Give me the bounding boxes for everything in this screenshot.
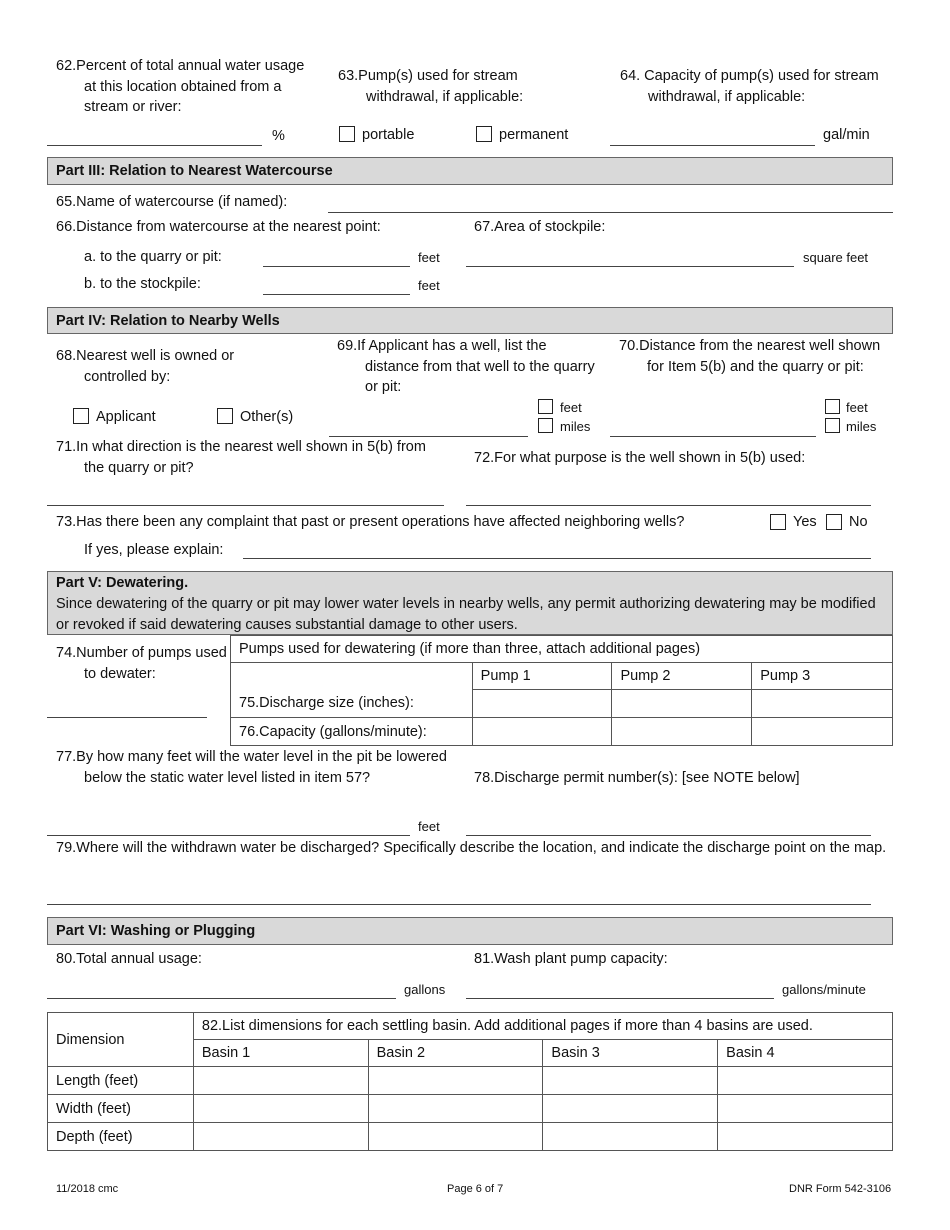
q75-pump3-input[interactable] — [752, 690, 893, 718]
q69-miles-label: miles — [560, 419, 591, 434]
length-basin4-input[interactable] — [718, 1067, 893, 1095]
part3-header: Part III: Relation to Nearest Watercourse — [47, 157, 893, 185]
width-basin1-input[interactable] — [193, 1095, 368, 1123]
basin-header-2: Basin 2 — [368, 1040, 543, 1067]
q71-label: 71.In what direction is the nearest well shown in 5(b) from the quarry or pit? — [56, 439, 426, 476]
q76-label: 76.Capacity (gallons/minute): — [231, 718, 473, 746]
q63-permanent-checkbox[interactable] — [476, 126, 492, 142]
q66a-input[interactable] — [263, 266, 410, 267]
q67-input[interactable] — [466, 266, 794, 267]
q70-distance-input[interactable] — [610, 436, 816, 437]
q80-unit: gallons — [404, 982, 446, 997]
basin-dimension-header: Dimension — [48, 1013, 194, 1067]
q63-portable-label: portable — [362, 127, 415, 143]
q63-label: 63.Pump(s) used for stream withdrawal, if applicable: — [338, 68, 524, 105]
q69-label: 69.If Applicant has a well, list the distance from that well to the quarry or pit: — [337, 338, 595, 395]
basin-table — [47, 1012, 893, 1151]
part6-header: Part VI: Washing or Plugging — [47, 917, 893, 945]
footer-form-number: DNR Form 542-3106 — [789, 1183, 892, 1195]
q68-others-label: Other(s) — [240, 409, 294, 425]
depth-row-label: Depth (feet) — [48, 1123, 194, 1151]
part5-title: Part V: Dewatering. — [56, 575, 189, 591]
q80-usage-input[interactable] — [47, 998, 396, 999]
depth-basin1-input[interactable] — [193, 1123, 368, 1151]
q66b-unit: feet — [418, 278, 440, 293]
q73-no-checkbox[interactable] — [826, 514, 842, 530]
pump-header-2: Pump 2 — [612, 663, 752, 690]
q78-permit-input[interactable] — [466, 835, 871, 836]
pump-header-3: Pump 3 — [752, 663, 893, 690]
q69-feet-label: feet — [560, 400, 582, 415]
q70-feet-label: feet — [846, 400, 868, 415]
q77-feet-input[interactable] — [47, 835, 410, 836]
part4-header: Part IV: Relation to Nearby Wells — [47, 307, 893, 334]
width-basin2-input[interactable] — [368, 1095, 543, 1123]
part5-text: Since dewatering of the quarry or pit may lower water levels in nearby wells, any permit authorizing dewatering may be modified or revoked if said dewatering causes substantial damage to other users. — [56, 596, 876, 633]
q76-pump3-input[interactable] — [752, 718, 893, 746]
q73-label: 73.Has there been any complaint that past or present operations have affected neighboring wells? — [56, 514, 685, 530]
q81-label: 81.Wash plant pump capacity: — [474, 951, 668, 967]
q69-feet-checkbox[interactable] — [538, 399, 553, 414]
q67-unit: square feet — [803, 250, 869, 265]
q63-portable-checkbox[interactable] — [339, 126, 355, 142]
q65-watercourse-input[interactable] — [328, 212, 893, 213]
q66b-input[interactable] — [263, 294, 410, 295]
length-row-label: Length (feet) — [48, 1067, 194, 1095]
q75-pump1-input[interactable] — [472, 690, 612, 718]
q78-label: 78.Discharge permit number(s): [see NOTE below] — [474, 770, 800, 786]
q68-applicant-checkbox[interactable] — [73, 408, 89, 424]
pump-header-1: Pump 1 — [472, 663, 612, 690]
q76-pump1-input[interactable] — [472, 718, 612, 746]
q73-yes-label: Yes — [793, 514, 817, 530]
q64-capacity-input[interactable] — [610, 145, 815, 146]
part5-box — [47, 571, 893, 635]
q77-label: 77.By how many feet will the water level in the pit be lowered below the static water level listed in item 57? — [56, 749, 447, 786]
q74-number-input[interactable] — [47, 717, 207, 718]
q71-direction-input[interactable] — [47, 505, 444, 506]
basin-header-1: Basin 1 — [193, 1040, 368, 1067]
q79-label: 79.Where will the withdrawn water be discharged? Specifically describe the location, and indicate the discharge point on the map. — [56, 840, 887, 856]
length-basin1-input[interactable] — [193, 1067, 368, 1095]
q66b-label: b. to the stockpile: — [84, 276, 201, 292]
q80-label: 80.Total annual usage: — [56, 951, 202, 967]
depth-basin2-input[interactable] — [368, 1123, 543, 1151]
width-basin3-input[interactable] — [543, 1095, 718, 1123]
q75-pump2-input[interactable] — [612, 690, 752, 718]
q68-others-checkbox[interactable] — [217, 408, 233, 424]
q72-purpose-input[interactable] — [466, 505, 871, 506]
q73-explain-label: If yes, please explain: — [84, 542, 224, 558]
q81-unit: gallons/minute — [782, 982, 866, 997]
q69-miles-checkbox[interactable] — [538, 418, 553, 433]
q70-miles-label: miles — [846, 419, 877, 434]
q64-label: 64. Capacity of pump(s) used for stream withdrawal, if applicable: — [620, 68, 879, 105]
q82-caption: 82.List dimensions for each settling basin. Add additional pages if more than 4 basins are used. — [193, 1013, 892, 1040]
q67-label: 67.Area of stockpile: — [474, 219, 606, 235]
pump-table-blank-cell — [231, 663, 473, 690]
q81-capacity-input[interactable] — [466, 998, 774, 999]
length-basin2-input[interactable] — [368, 1067, 543, 1095]
basin-header-3: Basin 3 — [543, 1040, 718, 1067]
q65-label: 65.Name of watercourse (if named): — [56, 194, 288, 210]
q62-percent-input[interactable] — [47, 145, 262, 146]
footer-page-number: Page 6 of 7 — [447, 1183, 504, 1195]
q76-pump2-input[interactable] — [612, 718, 752, 746]
q73-explain-input[interactable] — [243, 558, 871, 559]
footer-date: 11/2018 cmc — [56, 1183, 119, 1195]
q70-label: 70.Distance from the nearest well shown for Item 5(b) and the quarry or pit: — [619, 338, 881, 375]
q63-permanent-label: permanent — [499, 127, 569, 143]
width-row-label: Width (feet) — [48, 1095, 194, 1123]
q70-miles-checkbox[interactable] — [825, 418, 840, 433]
pump-table-caption: Pumps used for dewatering (if more than three, attach additional pages) — [231, 636, 893, 663]
q73-no-label: No — [849, 514, 868, 530]
q66-label: 66.Distance from watercourse at the nearest point: — [56, 219, 381, 235]
q75-label: 75.Discharge size (inches): — [231, 690, 473, 718]
q62-percent-unit: % — [272, 128, 285, 144]
depth-basin4-input[interactable] — [718, 1123, 893, 1151]
depth-basin3-input[interactable] — [543, 1123, 718, 1151]
q70-feet-checkbox[interactable] — [825, 399, 840, 414]
q66a-label: a. to the quarry or pit: — [84, 249, 222, 265]
q72-label: 72.For what purpose is the well shown in 5(b) used: — [474, 450, 806, 466]
q74-label: 74.Number of pumps used to dewater: — [56, 645, 227, 682]
pump-table — [230, 635, 893, 746]
q79-location-input[interactable] — [47, 904, 871, 905]
length-basin3-input[interactable] — [543, 1067, 718, 1095]
q64-unit: gal/min — [823, 127, 870, 143]
q66a-unit: feet — [418, 250, 440, 265]
q73-yes-checkbox[interactable] — [770, 514, 786, 530]
q77-unit: feet — [418, 819, 440, 834]
q62-label: 62.Percent of total annual water usage at this location obtained from a stream or river: — [56, 58, 305, 115]
width-basin4-input[interactable] — [718, 1095, 893, 1123]
q68-label: 68.Nearest well is owned or controlled by: — [56, 348, 235, 385]
q68-applicant-label: Applicant — [96, 409, 156, 425]
basin-header-4: Basin 4 — [718, 1040, 893, 1067]
